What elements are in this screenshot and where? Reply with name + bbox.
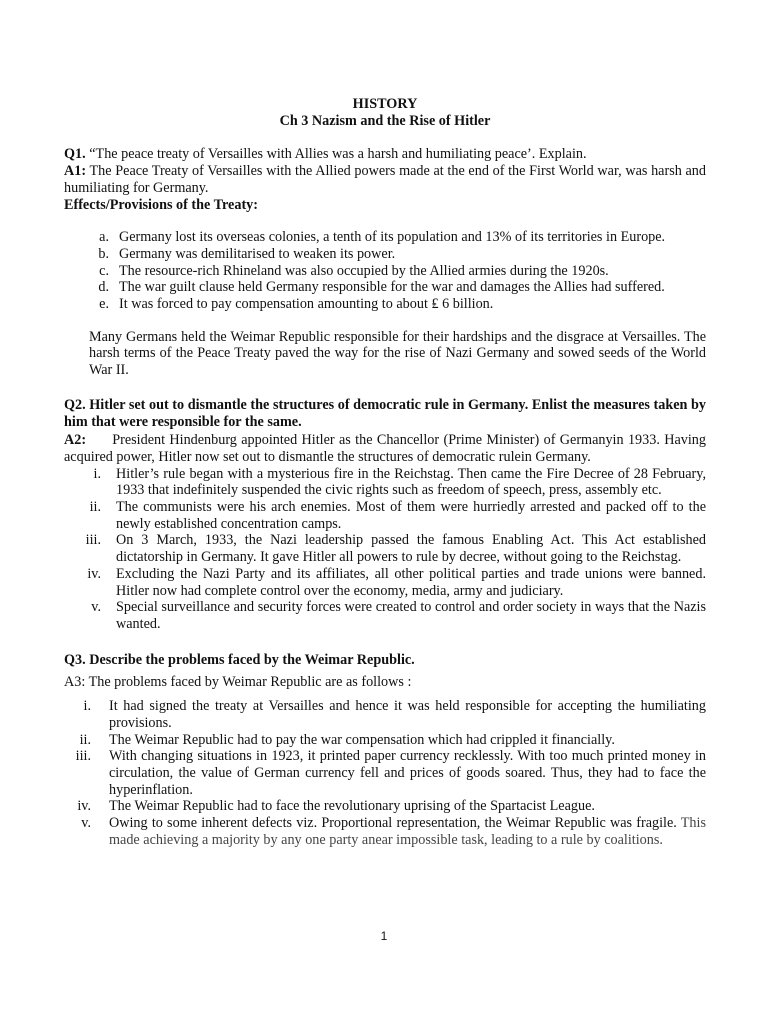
list-item: ii. The communists were his arch enemies. Most of them were hurriedly arrested and packed off to the newly established concentration camps. [89, 499, 706, 532]
a2-answer [64, 432, 706, 465]
weimar-problems-list [64, 698, 706, 848]
list-item: e. It was forced to pay compensation amounting to about ₤ 6 billion. [99, 296, 494, 313]
list-item: ii. The Weimar Republic had to pay the war compensation which had crippled it financially. [79, 731, 615, 748]
a1-label: A1: [64, 163, 87, 180]
a1-answer-text: The Peace Treaty of Versailles with the Allied powers made at the end of the First World war, was harsh and humiliating for Germany. [64, 163, 706, 196]
list-item-text-part: This made achieving a majority by any one party anear impossible task, leading to a rule by coalitions. [109, 815, 706, 848]
q2-question: Q2. Hitler set out to dismantle the structures of democratic rule in Germany. Enlist the measures taken by him that were responsible for the same. [64, 396, 706, 430]
list-item: d. The war guilt clause held Germany responsible for the war and damages the Allies had suffered. [98, 279, 665, 296]
list-item-text-part: Owing to some inherent defects viz. Proportional representation, the Weimar Republic was fragile. [109, 815, 677, 832]
list-item: iii. With changing situations in 1923, it printed paper currency recklessly. With too much printed money in circulation, the value of German currency fell and prices of goods soared. Thus, they had to face the hyperinflation. [75, 748, 706, 798]
q1-closing-paragraph: Many Germans held the Weimar Republic responsible for their hardships and the disgrace at Versailles. The harsh terms of the Peace Treaty paved the way for the rise of Nazi Germany and sowed seeds of the World War II. [89, 328, 706, 379]
a2-label: A2: [64, 432, 87, 449]
list-item: v. Owing to some inherent defects viz. Proportional representation, the Weimar Republic was fragile. This made achieving a majority by any one party anear impossible task, leading to a rule by coalitions. [81, 815, 706, 848]
list-item: a. Germany lost its overseas colonies, a tenth of its population and 13% of its territories in Europe. [99, 229, 666, 246]
page-number: 1 [380, 929, 388, 943]
list-item: i. It had signed the treaty at Versailles and hence it was held responsible for accepting the humiliating provisions. [83, 698, 706, 731]
q1-subheading: Effects/Provisions of the Treaty: [64, 196, 258, 213]
document-page [64, 96, 706, 848]
list-item: iv. Excluding the Nazi Party and its affiliates, all other political parties and trade unions were banned. Hitler now had complete control over the economy, media, army and judiciary. [87, 565, 706, 599]
q1-question-text: “The peace treaty of Versailles with Allies was a harsh and humiliating peace’. Explain. [89, 146, 587, 163]
q1-label: Q1. [64, 146, 86, 163]
list-item: c. The resource-rich Rhineland was also occupied by the Allied armies during the 1920s. [99, 262, 609, 279]
q1-question [64, 146, 706, 163]
chapter-title: Ch 3 Nazism and the Rise of Hitler [279, 112, 491, 129]
a2-answer-text: President Hindenburg appointed Hitler as the Chancellor (Prime Minister) of Germanyin 1933. Having acquired power, Hitler now set out to dismantle the structures of democratic rulein Germany. [64, 432, 706, 465]
a3-answer: A3: The problems faced by Weimar Republic are as follows : [64, 674, 412, 691]
list-item: i. Hitler’s rule began with a mysterious fire in the Reichstag. Then came the Fire Decree of 28 February, 1933 that indefinitely suspended the civic rights such as freedom of speech, press, assembly etc. [93, 465, 706, 499]
q3-question: Q3. Describe the problems faced by the Weimar Republic. [64, 651, 415, 668]
a1-answer [64, 163, 706, 196]
list-item: b. Germany was demilitarised to weaken its power. [98, 245, 396, 262]
list-item: iii. On 3 March, 1933, the Nazi leadership passed the famous Enabling Act. This Act established dictatorship in Germany. It gave Hitler all powers to rule by decree, without going to the Reichstag. [85, 532, 706, 566]
list-item: v. Special surveillance and security forces were created to control and order society in ways that the Nazis wanted. [91, 599, 706, 632]
treaty-provisions-list [64, 229, 706, 313]
document-subject: HISTORY [352, 96, 418, 112]
hitler-measures-list [64, 466, 706, 633]
list-item: iv. The Weimar Republic had to face the revolutionary uprising of the Spartacist League. [77, 798, 595, 815]
